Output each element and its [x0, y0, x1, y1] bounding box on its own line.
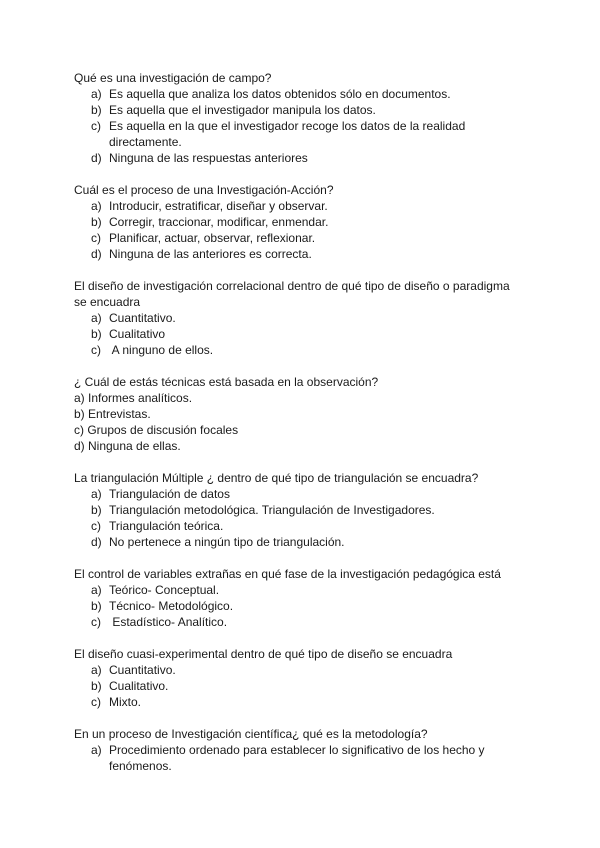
option-b — [74, 326, 524, 342]
option-c — [74, 518, 524, 534]
option-text: Ninguna de las anteriores es correcta. — [109, 247, 312, 261]
option-c — [74, 694, 524, 710]
option-label: a) — [91, 583, 102, 597]
option-text: Triangulación metodológica. Triangulación de Investigadores. — [109, 503, 435, 517]
question-1 — [74, 70, 524, 166]
question-stem: En un proceso de Investigación científica¿ qué es la metodología? — [74, 727, 428, 741]
option-label: a) — [91, 487, 102, 501]
question-6 — [74, 566, 524, 630]
options-list — [74, 198, 524, 262]
option-label: b) — [91, 215, 102, 229]
option-a — [74, 582, 524, 598]
option-text: Ninguna de las respuestas anteriores — [109, 151, 308, 165]
option-label: b) — [91, 103, 102, 117]
option-text: Es aquella que el investigador manipula los datos. — [109, 103, 376, 117]
option-d — [74, 534, 524, 550]
question-stem: ¿ Cuál de estás técnicas está basada en la observación? — [74, 375, 379, 389]
option-text: Introducir, estratificar, diseñar y observar. — [109, 199, 328, 213]
option-text: Es aquella que analiza los datos obtenidos sólo en documentos. — [109, 87, 451, 101]
option-text: Triangulación teórica. — [109, 519, 224, 533]
question-5 — [74, 470, 524, 550]
option-text: Procedimiento ordenado para establecer lo significativo de los hecho y fenómenos. — [109, 743, 485, 773]
option-a — [74, 662, 524, 678]
question-8 — [74, 726, 524, 774]
option-c — [74, 614, 524, 630]
option-label: b) — [91, 679, 102, 693]
option-b — [74, 678, 524, 694]
options-list — [74, 582, 524, 630]
answer-line-b: b) Entrevistas. — [74, 407, 151, 421]
answer-line-c: c) Grupos de discusión focales — [74, 423, 239, 437]
option-label: a) — [91, 87, 102, 101]
option-text: Cualitativo — [109, 327, 166, 341]
option-label: d) — [91, 151, 102, 165]
option-a — [74, 198, 524, 214]
option-a — [74, 486, 524, 502]
option-a — [74, 310, 524, 326]
option-label: b) — [91, 503, 102, 517]
option-text: No pertenece a ningún tipo de triangulación. — [109, 535, 345, 549]
question-stem: La triangulación Múltiple ¿ dentro de qué tipo de triangulación se encuadra? — [74, 471, 479, 485]
option-c — [74, 118, 524, 150]
option-label: a) — [91, 663, 102, 677]
option-a — [74, 742, 524, 774]
option-label: c) — [91, 519, 101, 533]
option-label: a) — [91, 199, 102, 213]
options-list — [74, 486, 524, 550]
option-d — [74, 246, 524, 262]
options-list — [74, 662, 524, 710]
option-label: a) — [91, 743, 102, 757]
option-text: Cuantitativo. — [109, 663, 176, 677]
question-stem: El diseño cuasi-experimental dentro de qué tipo de diseño se encuadra — [74, 647, 453, 661]
option-label: c) — [91, 343, 101, 357]
option-text: Triangulación de datos — [109, 487, 230, 501]
option-b — [74, 502, 524, 518]
question-7 — [74, 646, 524, 710]
option-c — [74, 230, 524, 246]
option-label: c) — [91, 231, 101, 245]
option-label: b) — [91, 599, 102, 613]
option-text: Planificar, actuar, observar, reflexionar. — [109, 231, 316, 245]
option-c — [74, 342, 524, 358]
options-list — [74, 310, 524, 358]
option-b — [74, 598, 524, 614]
options-list — [74, 742, 524, 774]
option-d — [74, 150, 524, 166]
option-label: a) — [91, 311, 102, 325]
option-label: c) — [91, 695, 101, 709]
question-3 — [74, 278, 524, 358]
option-text: Estadístico- Analítico. — [109, 615, 228, 629]
option-text: Corregir, traccionar, modificar, enmendar. — [109, 215, 329, 229]
option-label: d) — [91, 247, 102, 261]
option-text: Es aquella en la que el investigador recoge los datos de la realidad directamente. — [109, 119, 466, 149]
option-label: c) — [91, 119, 101, 133]
options-list — [74, 86, 524, 166]
option-b — [74, 214, 524, 230]
question-stem: Cuál es el proceso de una Investigación-Acción? — [74, 183, 334, 197]
option-text: Cuantitativo. — [109, 311, 176, 325]
option-label: b) — [91, 327, 102, 341]
answer-line-a: a) Informes analíticos. — [74, 391, 193, 405]
question-stem: Qué es una investigación de campo? — [74, 71, 272, 85]
option-text: Técnico- Metodológico. — [109, 599, 234, 613]
answer-line-d: d) Ninguna de ellas. — [74, 439, 181, 453]
question-stem: El control de variables extrañas en qué fase de la investigación pedagógica está — [74, 567, 501, 581]
question-4 — [74, 374, 524, 454]
option-a — [74, 86, 524, 102]
option-label: c) — [91, 615, 101, 629]
option-b — [74, 102, 524, 118]
option-label: d) — [91, 535, 102, 549]
question-2 — [74, 182, 524, 262]
option-text: Mixto. — [109, 695, 142, 709]
option-text: A ninguno de ellos. — [109, 343, 214, 357]
option-text: Cualitativo. — [109, 679, 169, 693]
question-stem: El diseño de investigación correlacional dentro de qué tipo de diseño o paradigma se encuadra — [74, 279, 510, 309]
option-text: Teórico- Conceptual. — [109, 583, 220, 597]
